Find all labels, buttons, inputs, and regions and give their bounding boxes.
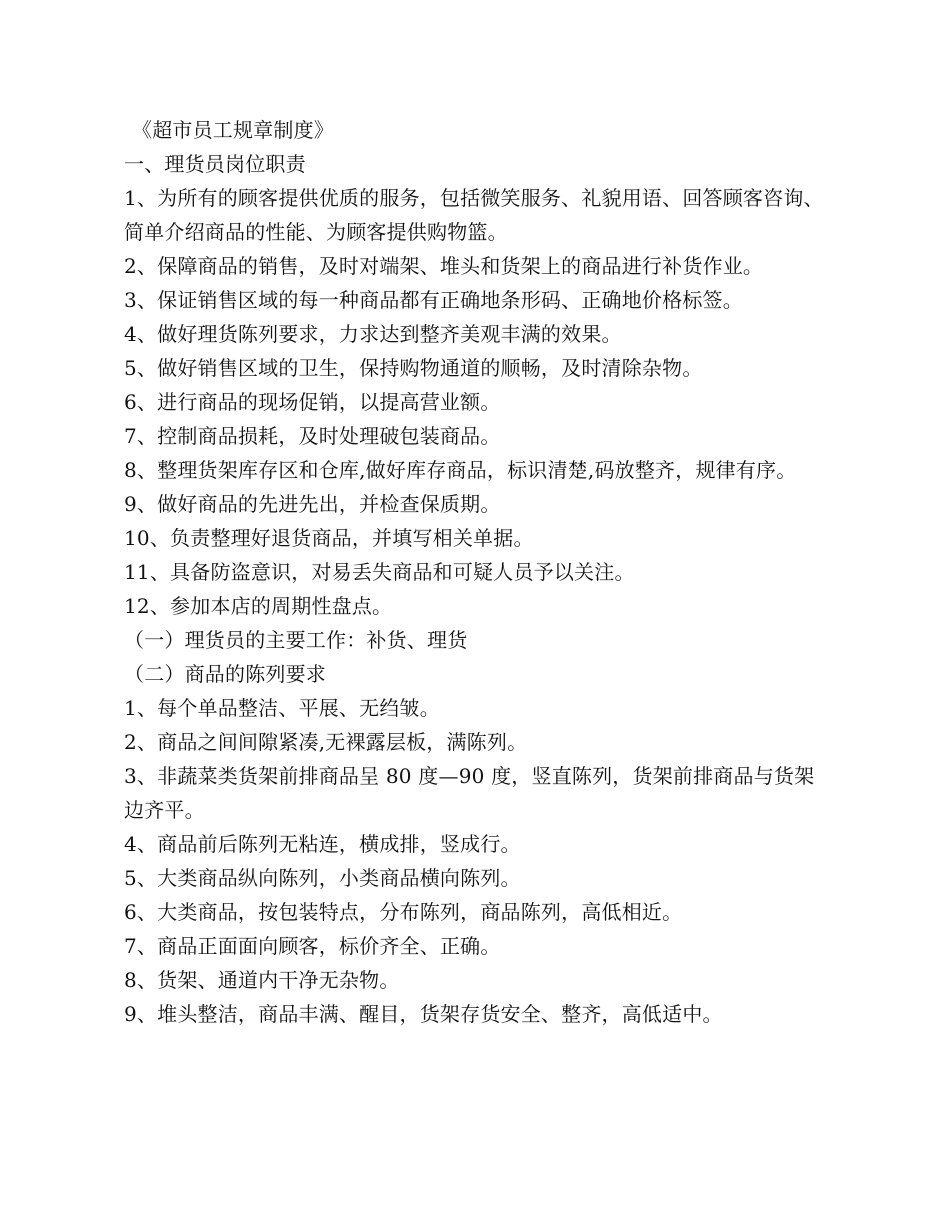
duty-item: 5、做好销售区域的卫生，保持购物通道的顺畅，及时清除杂物。 [124, 356, 703, 380]
display-rule-item: 5、大类商品纵向陈列，小类商品横向陈列。 [124, 866, 521, 890]
display-rule-item: 4、商品前后陈列无粘连，横成排，竖成行。 [124, 832, 521, 856]
duty-item: 7、控制商品损耗，及时处理破包装商品。 [124, 424, 501, 448]
duty-item: 10、负责整理好退货商品，并填写相关单据。 [124, 526, 534, 550]
duty-item: 4、做好理货陈列要求，力求达到整齐美观丰满的效果。 [124, 322, 622, 346]
duty-item: 1、为所有的顾客提供优质的服务，包括微笑服务、礼貌用语、回答顾客咨询、简单介绍商品的性能、为顾客提供购物篮。 [124, 186, 824, 244]
display-rule-item: 1、每个单品整洁、平展、无绉皱。 [124, 696, 440, 720]
section-heading-duties: 一、理货员岗位职责 [124, 152, 306, 176]
duty-item: 3、保证销售区域的每一种商品都有正确地条形码、正确地价格标签。 [124, 288, 743, 312]
duty-item: 9、做好商品的先进先出，并检查保质期。 [124, 492, 501, 516]
subheading-display-requirements: （二）商品的陈列要求 [124, 662, 326, 686]
duty-item: 11、具备防盗意识，对易丢失商品和可疑人员予以关注。 [124, 560, 635, 584]
display-rule-item: 9、堆头整洁，商品丰满、醒目，货架存货安全、整齐，高低适中。 [124, 1002, 723, 1026]
duty-item: 6、进行商品的现场促销，以提高营业额。 [124, 390, 501, 414]
duty-item: 8、整理货架库存区和仓库,做好库存商品，标识清楚,码放整齐，规律有序。 [124, 458, 797, 482]
display-rule-item: 7、商品正面面向顾客，标价齐全、正确。 [124, 934, 501, 958]
display-rule-item: 2、商品之间间隙紧凑,无裸露层板，满陈列。 [124, 730, 528, 754]
duty-item: 2、保障商品的销售，及时对端架、堆头和货架上的商品进行补货作业。 [124, 254, 764, 278]
duty-item: 12、参加本店的周期性盘点。 [124, 594, 393, 618]
document-title: 《超市员工规章制度》 [132, 118, 334, 142]
display-rule-item: 3、非蔬菜类货架前排商品呈 80 度—90 度，竖直陈列，货架前排商品与货架边齐平。 [124, 764, 815, 822]
display-rule-item: 6、大类商品，按包装特点，分布陈列，商品陈列，高低相近。 [124, 900, 683, 924]
subheading-main-work: （一）理货员的主要工作：补货、理货 [124, 628, 468, 652]
document-body [112, 113, 832, 1031]
display-rule-item: 8、货架、通道内干净无杂物。 [124, 968, 400, 992]
